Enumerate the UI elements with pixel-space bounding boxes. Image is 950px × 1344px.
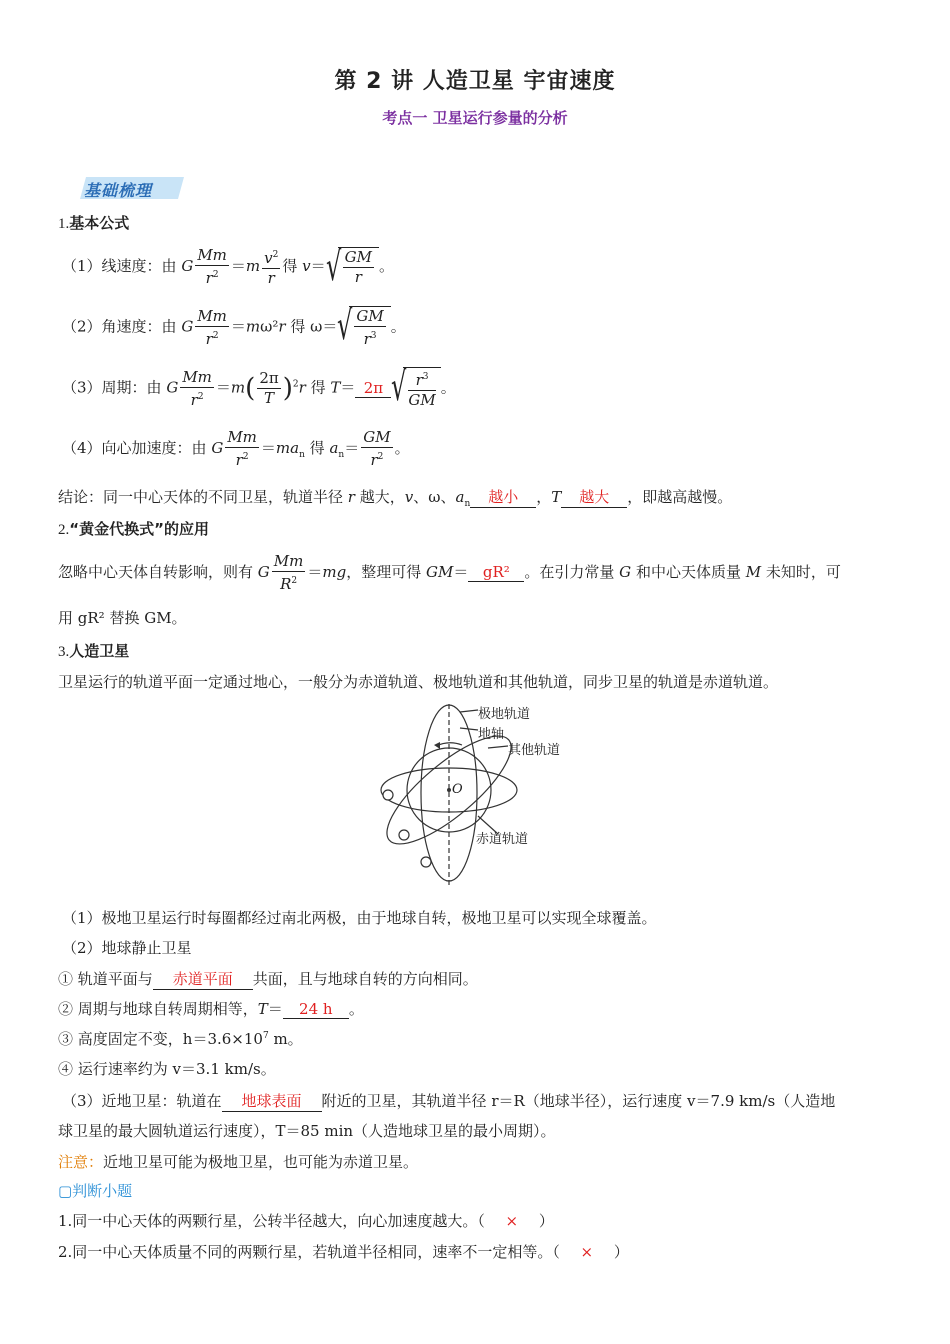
geostationary-item-3: ③ 高度固定不变，$h=3.6\times 10^7$ m。 [58,1030,303,1048]
geostationary-item-1: ① 轨道平面与 赤道平面 共面，且与地球自转的方向相同。 [58,970,478,988]
section-3-heading: 3.人造卫星 [58,642,130,660]
geostationary-item-4: ④ 运行速率约为 v＝3.1 km/s。 [58,1060,276,1078]
judge-heading: ▢判断小题 [58,1182,133,1200]
judge-question-2: 2.同一中心天体质量不同的两颗行星，若轨道半径相同，速率不一定相等。（ × ） [58,1243,629,1261]
page-title: 第 2 讲 人造卫星 宇宙速度 [334,69,616,94]
note-label: 注意： [58,1153,104,1171]
satellite-marker [421,857,431,867]
blank-equatorial-plane: 赤道平面 [153,968,253,990]
formula-linear-velocity: （1）线速度：由 G $\frac{Mm}{r^2}$ ＝m $\frac{v^2}{r}$ 得 v＝ √ $\frac{GM}{r}$ 。 [62,244,395,290]
formula-angular-velocity: （2）角速度：由 G $\frac{Mm}{r^2}$ ＝mω²r 得 ω＝ √ $\frac{GM}{r^3}$ 。 [62,303,406,349]
satellite-marker [399,830,409,840]
label-polar-orbit: 极地轨道 [478,707,531,722]
blank-gr2: gR² [468,563,524,582]
near-earth-satellite-line-2: 球卫星的最大圆轨道运行速度），T＝85 min（人造地球卫星的最小周期）。 [58,1122,556,1140]
golden-substitution-line: 忽略中心天体自转影响，则有 G $\frac{Mm}{R^2}$ ＝mg，整理可得 GM＝ gR² 。在引力常量 G 和中心天体质量 M 未知时，可 [58,552,841,593]
formula-centripetal-acceleration: （4）向心加速度：由 G $\frac{Mm}{r^2}$ $=ma_n$ 得 $a_n=$ $\frac{GM}{r^2}$ 。 [62,428,410,469]
label-equatorial-orbit: 赤道轨道 [476,832,529,847]
blank-24h: 24 h [283,1000,349,1019]
section-subtitle: 考点一 卫星运行参量的分析 [382,109,568,127]
near-earth-satellite-line-1: （3）近地卫星：轨道在 地球表面 附近的卫星，其轨道半径 r＝R（地球半径），运行速度 v＝7.9 km/s（人造地 [62,1092,836,1110]
section-2-heading: 2.“黄金代换式”的应用 [58,520,209,538]
polar-satellite-text: （1）极地卫星运行时每圈都经过南北两极，由于地球自转，极地卫星可以实现全球覆盖。 [62,909,657,927]
badge-label: 基础梳理 [84,181,153,200]
judge-question-1: 1.同一中心天体的两颗行星，公转半径越大，向心加速度越大。（ × ） [58,1212,554,1230]
geostationary-heading: （2）地球静止卫星 [62,939,192,957]
judge-answer-2: × [580,1243,594,1261]
note-line: 注意：近地卫星可能为极地卫星，也可能为赤道卫星。 [58,1153,419,1171]
formula-period: （3）周期：由 G $\frac{Mm}{r^2}$ ＝m( $\frac{2\pi}{T}$ )$^2$r 得 T＝ 2π √ $\frac{r^3}{GM}$ 。 [62,364,456,410]
geostationary-item-2: ② 周期与地球自转周期相等，T＝ 24 h 。 [58,1000,364,1018]
section-1-heading: 1.基本公式 [58,214,130,232]
golden-substitution-line-2: 用 gR² 替换 GM。 [58,609,187,627]
satellite-marker [383,790,393,800]
satellite-intro: 卫星运行的轨道平面一定通过地心，一般分为赤道轨道、极地轨道和其他轨道，同步卫星的轨道是赤道轨道。 [58,673,779,691]
label-center-o: O [452,782,463,797]
blank-period: 2π [355,379,391,398]
label-earth-axis: 地轴 [478,727,505,742]
judge-answer-1: × [505,1212,519,1230]
conclusion-line: 结论：同一中心天体的不同卫星，轨道半径 r 越大，v、ω、$a_n$ 越小 ，T 越大 ，即越高越慢。 [58,488,733,509]
label-other-orbit: 其他轨道 [508,743,561,758]
blank-period-trend: 越大 [561,486,627,508]
blank-earth-surface: 地球表面 [222,1090,322,1112]
blank-acceleration: 越小 [470,486,536,508]
